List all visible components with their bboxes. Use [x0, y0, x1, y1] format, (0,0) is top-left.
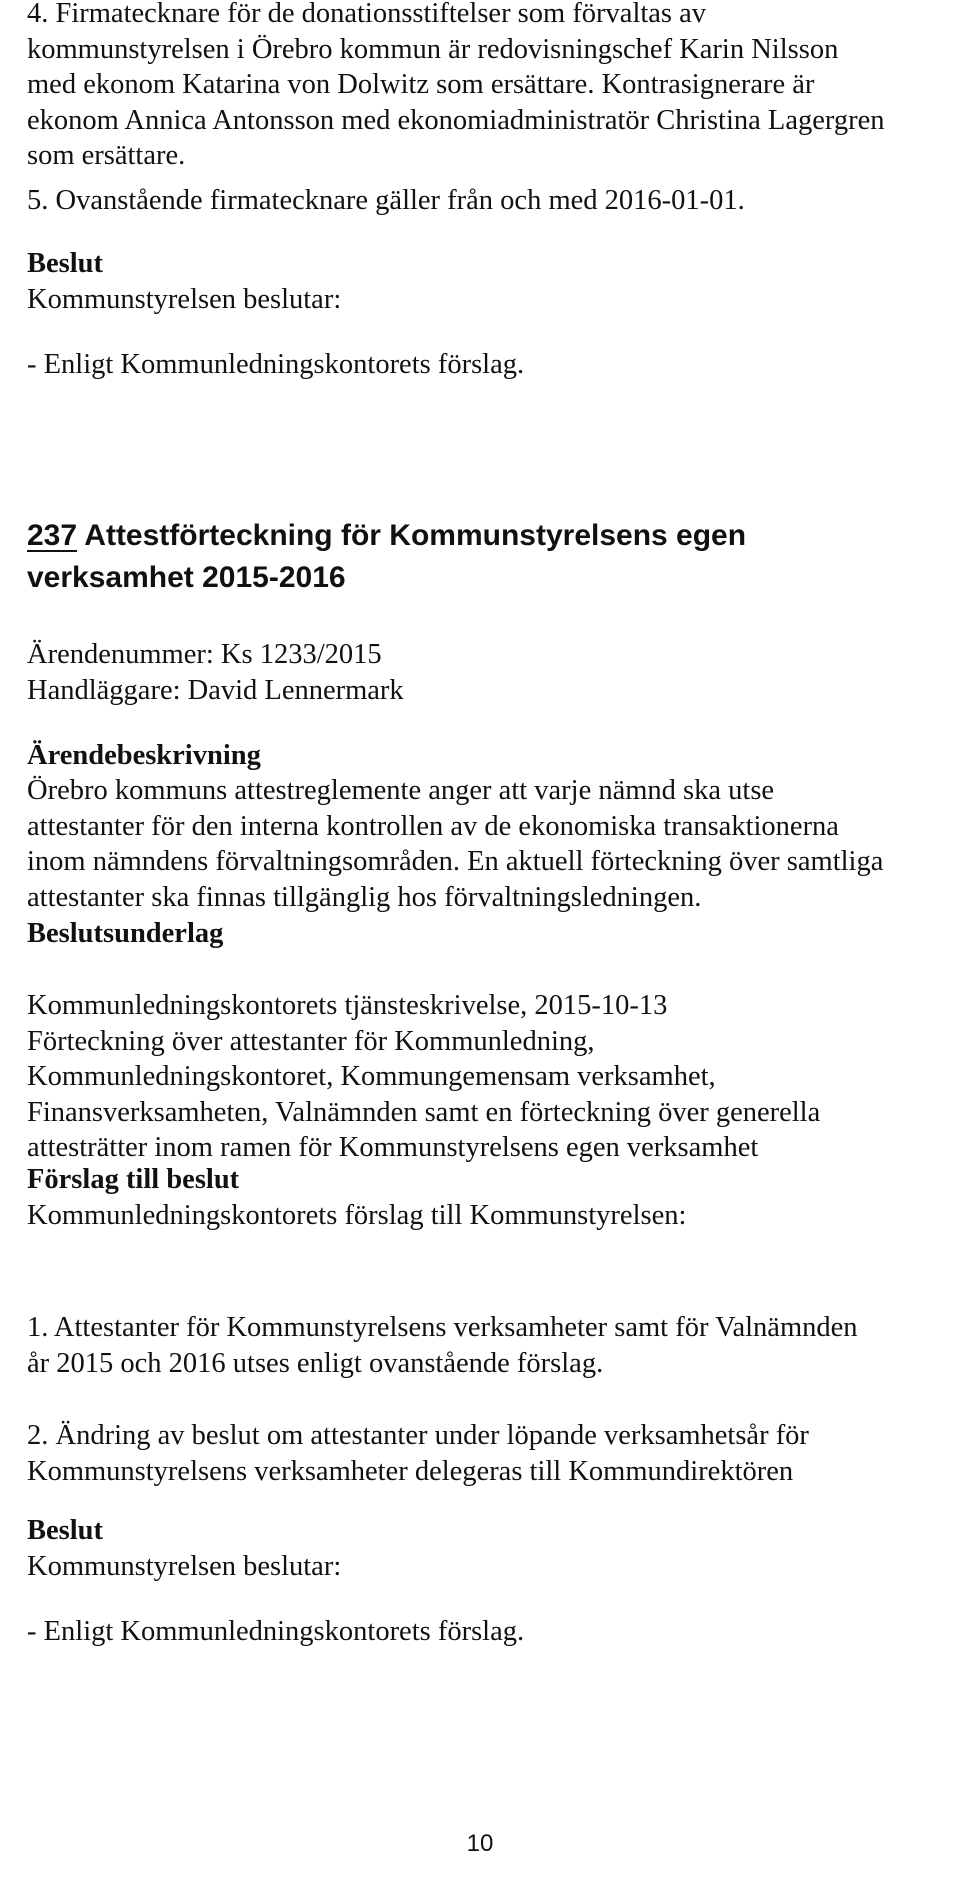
section-number: 237	[27, 519, 78, 552]
item-5: 5. Ovanstående firmatecknare gäller från och med 2016-01-01.	[27, 185, 745, 216]
section-title-line-2: verksamhet 2015-2016	[27, 561, 346, 594]
forslag-item-1	[27, 1310, 858, 1381]
forslag-intro: Kommunledningskontorets förslag till Kommunstyrelsen:	[27, 1200, 687, 1231]
forslag-item-2-line: Kommunstyrelsens verksamheter delegeras till Kommundirektören	[27, 1455, 794, 1487]
beslut-item: - Enligt Kommunledningskontorets förslag.	[27, 349, 525, 380]
beslutsunderlag-heading: Beslutsunderlag	[27, 918, 224, 949]
item-4-line: ekonom Annica Antonsson med ekonomiadministratör Christina Lagergren	[27, 104, 885, 136]
arendebeskrivning-line: attestanter för den interna kontrollen av de ekonomiska transaktionerna	[27, 810, 839, 842]
beslut-item-237: - Enligt Kommunledningskontorets förslag.	[27, 1616, 525, 1647]
section-title-line-1	[27, 515, 746, 557]
item-4-line: som ersättare.	[27, 140, 186, 171]
beslutsunderlag-body	[27, 988, 820, 1166]
item-4-line: kommunstyrelsen i Örebro kommun är redovisningschef Karin Nilsson	[27, 33, 839, 65]
arendebeskrivning-heading: Ärendebeskrivning	[27, 740, 261, 771]
forslag-heading: Förslag till beslut	[27, 1164, 240, 1195]
item-4-line: med ekonom Katarina von Dolwitz som ersättare. Kontrasignerare är	[27, 69, 815, 100]
arendebeskrivning-body	[27, 773, 883, 915]
beslut-text-237: Kommunstyrelsen beslutar:	[27, 1551, 342, 1582]
forslag-item-1-line: år 2015 och 2016 utses enligt ovanstående förslag.	[27, 1347, 604, 1379]
beslutsunderlag-line: Kommunledningskontorets tjänsteskrivelse, 2015-10-13	[27, 990, 668, 1021]
forslag-item-2-line: 2. Ändring av beslut om attestanter under löpande verksamhetsår för	[27, 1420, 809, 1451]
beslutsunderlag-line: Förteckning över attestanter för Kommunledning,	[27, 1025, 595, 1057]
beslutsunderlag-line: Finansverksamheten, Valnämnden samt en förteckning över generella	[27, 1096, 821, 1128]
beslutsunderlag-line: Kommunledningskontoret, Kommungemensam verksamhet,	[27, 1061, 716, 1092]
arendebeskrivning-line: attestanter ska finnas tillgänglig hos förvaltningsledningen.	[27, 881, 702, 913]
arendenummer: Ärendenummer: Ks 1233/2015	[27, 639, 382, 670]
beslut-heading: Beslut	[27, 248, 104, 279]
forslag-item-2	[27, 1418, 809, 1489]
arendebeskrivning-line: inom nämndens förvaltningsområden. En aktuell förteckning över samtliga	[27, 846, 884, 877]
section-heading	[27, 515, 746, 599]
item-4	[27, 0, 885, 174]
arendebeskrivning-line: Örebro kommuns attestreglemente anger att varje nämnd ska utse	[27, 775, 775, 806]
page-number: 10	[466, 1830, 494, 1857]
handlaggare: Handläggare: David Lennermark	[27, 675, 404, 706]
beslut-heading-237: Beslut	[27, 1515, 104, 1546]
forslag-item-1-line: 1. Attestanter för Kommunstyrelsens verksamheter samt för Valnämnden	[27, 1312, 858, 1343]
section-title: Attestförteckning för Kommunstyrelsens egen	[77, 519, 747, 552]
beslut-text: Kommunstyrelsen beslutar:	[27, 284, 342, 315]
beslutsunderlag-line: attesträtter inom ramen för Kommunstyrelsens egen verksamhet	[27, 1132, 759, 1163]
item-4-line: 4. Firmatecknare för de donationsstiftelser som förvaltas av	[27, 0, 707, 29]
